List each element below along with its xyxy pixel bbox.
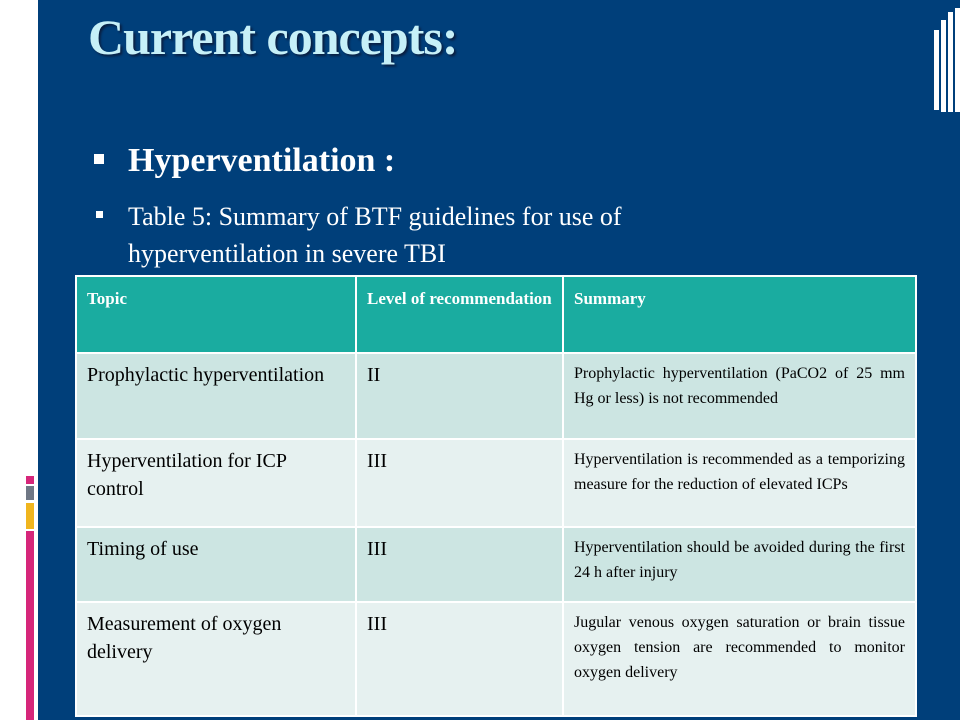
decor-bar-pink	[26, 531, 34, 720]
decor-bar-gold	[26, 503, 34, 529]
table-row	[76, 602, 916, 716]
header-topic: Topic	[76, 276, 356, 353]
table-row	[76, 353, 916, 439]
cell-level: III	[356, 602, 563, 716]
decor-bar-gray	[26, 486, 34, 500]
table-row	[76, 527, 916, 602]
bullet-square-icon	[96, 211, 103, 218]
slide-title: Current concepts:	[88, 9, 458, 65]
cell-summary: Jugular venous oxygen saturation or brain tissue oxygen tension are recommended to monitor oxygen delivery	[563, 602, 916, 716]
left-decoration-strip	[0, 0, 38, 720]
cell-level: II	[356, 353, 563, 439]
corner-decoration	[934, 8, 960, 112]
cell-topic: Timing of use	[76, 527, 356, 602]
cell-topic: Hyperventilation for ICP control	[76, 439, 356, 527]
header-level: Level of recommendation	[356, 276, 563, 353]
table-row	[76, 439, 916, 527]
cell-summary: Hyperventilation is recommended as a temporizing measure for the reduction of elevated ICPs	[563, 439, 916, 527]
bullet-heading-text: Hyperventilation :	[128, 142, 396, 179]
bullet-square-icon	[94, 154, 104, 164]
cell-topic: Measurement of oxygen delivery	[76, 602, 356, 716]
cell-summary: Hyperventilation should be avoided during the first 24 h after injury	[563, 527, 916, 602]
header-summary: Summary	[563, 276, 916, 353]
guidelines-table	[75, 275, 917, 717]
cell-summary: Prophylactic hyperventilation (PaCO2 of 25 mm Hg or less) is not recommended	[563, 353, 916, 439]
cell-level: III	[356, 439, 563, 527]
decor-bar-magenta	[26, 476, 34, 484]
cell-level: III	[356, 527, 563, 602]
cell-topic: Prophylactic hyperventilation	[76, 353, 356, 439]
bullet-item-text: Table 5: Summary of BTF guidelines for use of hyperventilation in severe TBI	[128, 202, 622, 268]
table-header-row	[76, 276, 916, 353]
